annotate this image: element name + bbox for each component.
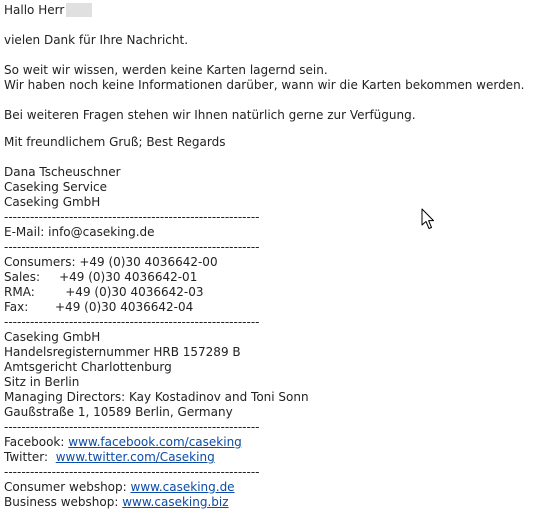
phone-consumers — [4, 255, 218, 270]
facebook-line — [4, 435, 242, 450]
closing-line: Mit freundlichem Gruß; Best Regards — [4, 135, 226, 149]
legal-directors: Managing Directors: Kay Kostadinov and Toni Sonn — [4, 390, 309, 404]
twitter-label: Twitter: — [4, 450, 56, 464]
legal-seat: Sitz in Berlin — [4, 375, 80, 389]
twitter-link[interactable]: www.twitter.com/Caseking — [55, 450, 215, 464]
business-webshop-line — [4, 495, 229, 510]
twitter-line — [4, 450, 215, 465]
business-webshop-label: Business webshop: — [4, 495, 123, 509]
consumer-webshop-line — [4, 480, 235, 495]
redacted-name — [66, 3, 92, 17]
legal-court: Amtsgericht Charlottenburg — [4, 360, 172, 374]
consumer-webshop-link[interactable]: www.caseking.de — [130, 480, 235, 494]
legal-register: Handelsregisternummer HRB 157289 B — [4, 345, 241, 359]
phone-label: Sales: — [4, 270, 60, 284]
greeting-text: Hallo Herr — [4, 3, 65, 17]
separator-2: ----------------------------------------------------------- — [4, 240, 260, 254]
mouse-pointer-icon — [421, 208, 435, 230]
separator-3: ----------------------------------------------------------- — [4, 315, 260, 329]
thanks-line: vielen Dank für Ihre Nachricht. — [4, 33, 189, 47]
facebook-label: Facebook: — [4, 435, 69, 449]
phone-fax — [4, 300, 193, 315]
separator-4: ----------------------------------------------------------- — [4, 420, 260, 434]
legal-address: Gaußstraße 1, 10589 Berlin, Germany — [4, 405, 233, 419]
questions-line: Bei weiteren Fragen stehen wir Ihnen natürlich gerne zur Verfügung. — [4, 108, 416, 122]
phone-label: RMA: — [4, 285, 62, 299]
phone-number: +49 (0)30 4036642-00 — [79, 255, 218, 269]
separator-1: ----------------------------------------------------------- — [4, 210, 260, 224]
phone-number: +49 (0)30 4036642-03 — [61, 285, 204, 299]
consumer-webshop-label: Consumer webshop: — [4, 480, 131, 494]
phone-label: Consumers: — [4, 255, 80, 269]
phone-number: +49 (0)30 4036642-01 — [59, 270, 198, 284]
signature-department: Caseking Service — [4, 180, 108, 194]
phone-label: Fax: — [4, 300, 55, 314]
greeting-line — [4, 3, 92, 18]
signature-company: Caseking GmbH — [4, 195, 101, 209]
facebook-link[interactable]: www.facebook.com/caseking — [68, 435, 242, 449]
paragraph-line-2: Wir haben noch keine Informationen darüber, wann wir die Karten bekommen werden. — [4, 78, 525, 92]
phone-number: +49 (0)30 4036642-04 — [55, 300, 194, 314]
email-contact-line: E-Mail: info@caseking.de — [4, 225, 155, 239]
phone-rma — [4, 285, 204, 300]
phone-sales — [4, 270, 197, 285]
separator-5: ----------------------------------------------------------- — [4, 465, 260, 479]
business-webshop-link[interactable]: www.caseking.biz — [122, 495, 229, 509]
paragraph-line-1: So weit wir wissen, werden keine Karten lagernd sein. — [4, 63, 328, 77]
signature-name: Dana Tscheuschner — [4, 165, 121, 179]
legal-company: Caseking GmbH — [4, 330, 101, 344]
